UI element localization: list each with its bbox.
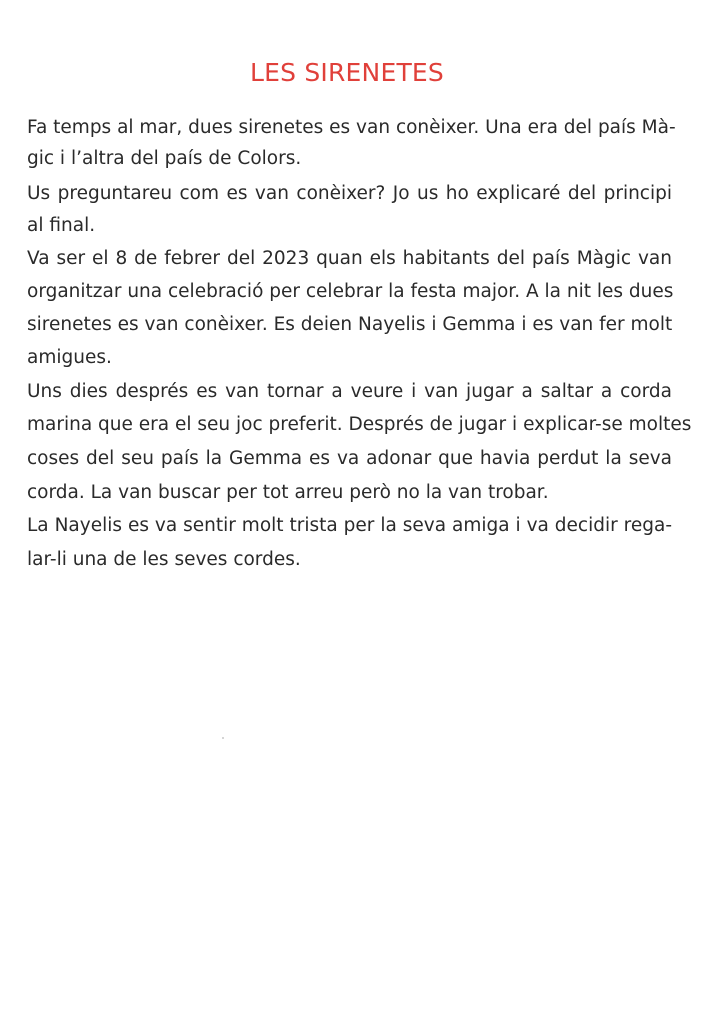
text-line-7: sirenetes es van conèixer. Es deien Nayelis i Gemma i es van fer molt	[27, 314, 673, 335]
text-line-1: Fa temps al mar, dues sirenetes es van conèixer. Una era del país Mà-	[27, 117, 676, 138]
text-line-11: coses del seu país la Gemma es va adonar que havia perdut la seva	[27, 448, 672, 469]
text-line-14: lar-li una de les seves cordes.	[27, 549, 301, 570]
text-line-8: amigues.	[27, 347, 112, 368]
text-line-6: organitzar una celebració per celebrar la festa major. A la nit les dues	[27, 281, 674, 302]
text-line-9: Uns dies després es van tornar a veure i van jugar a saltar a corda	[27, 381, 672, 402]
story-title: LES SIRENETES	[250, 58, 444, 87]
text-line-4: al final.	[27, 215, 96, 236]
text-line-12: corda. La van buscar per tot arreu però no la van trobar.	[27, 482, 549, 503]
text-line-3: Us preguntareu com es van conèixer? Jo us ho explicaré del principi	[27, 183, 672, 204]
scan-speck	[222, 737, 224, 739]
text-line-10: marina que era el seu joc preferit. Després de jugar i explicar-se moltes	[27, 414, 692, 435]
text-line-2: gic i l’altra del país de Colors.	[27, 148, 302, 169]
text-line-5: Va ser el 8 de febrer del 2023 quan els habitants del país Màgic van	[27, 248, 672, 269]
text-line-13: La Nayelis es va sentir molt trista per la seva amiga i va decidir rega-	[27, 515, 672, 536]
